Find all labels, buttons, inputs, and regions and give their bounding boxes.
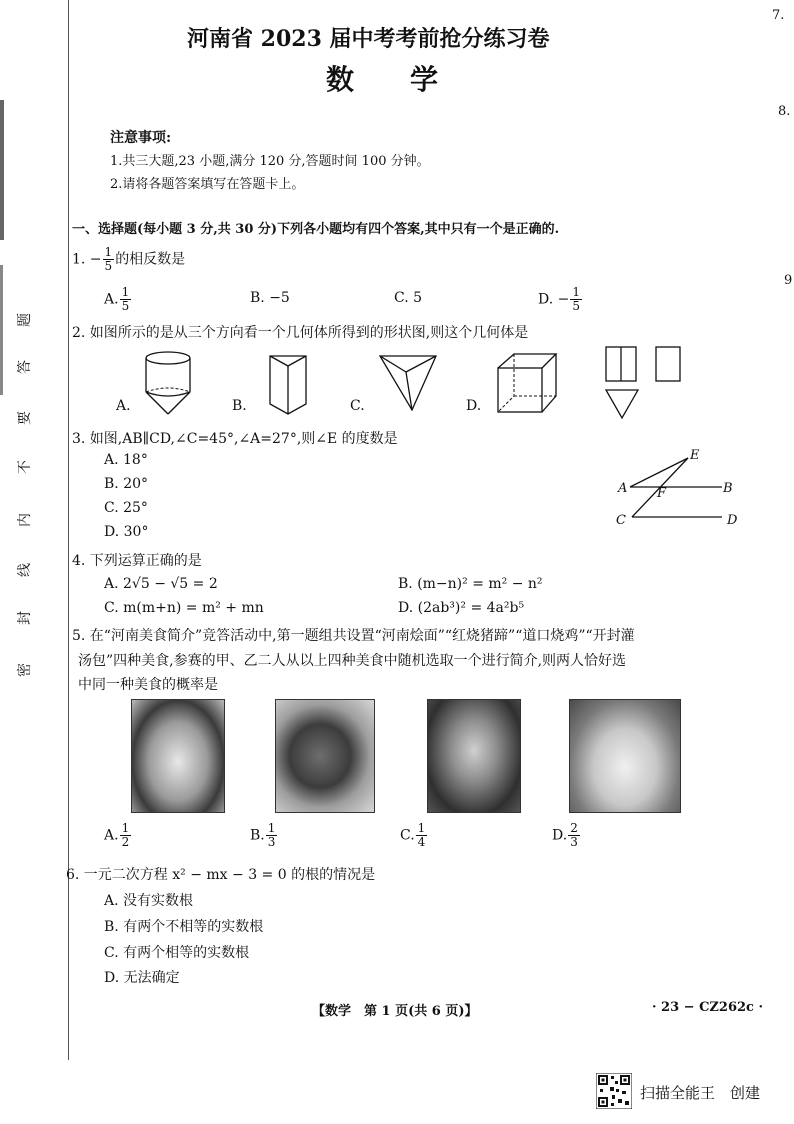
q5-stem-line-2: 汤包”四种美食,参赛的甲、乙二人从以上四种美食中随机选取一个进行简介,则两人恰好选: [78, 653, 627, 669]
q1-option-b: B. −5: [250, 290, 290, 306]
q3-label-f: F: [657, 486, 667, 501]
margin-mark-8: 8.: [778, 104, 791, 119]
margin-mark-7: 7.: [772, 8, 785, 23]
food-photo-roast-chicken: [427, 699, 521, 813]
q2-three-views: [600, 344, 690, 424]
q1-option-c: C. 5: [394, 290, 423, 306]
q2-figure-a-cylinder-cone: [140, 350, 196, 416]
q5-option-c: C. $\frac{1}{4}$: [400, 821, 426, 849]
q5-stem-line-1: 5. 在“河南美食简介”竞答活动中,第一题组共设置“河南烩面”“红烧猪蹄”“道口烧鸡”“开封灌: [72, 628, 635, 644]
notes-heading: 注意事项:: [110, 130, 172, 146]
binding-char-8: 题: [17, 313, 33, 327]
q3-option-b: B. 20°: [104, 476, 149, 492]
q3-label-c: C: [616, 513, 626, 528]
food-photo-soup-dumplings: [569, 699, 681, 813]
q4-option-c: C. m(m+n) = m² + mn: [104, 600, 264, 616]
q2-option-a-label: A.: [116, 398, 131, 414]
q5-stem-line-3: 中同一种美食的概率是: [78, 677, 218, 693]
binding-char-3: 线: [17, 563, 33, 577]
q2-figure-d-cube: [494, 350, 560, 414]
footer-exam-code: · 23 − CZ262c ·: [652, 1000, 764, 1015]
q5-option-b: B. $\frac{1}{3}$: [250, 821, 276, 849]
binding-char-6: 要: [17, 411, 33, 425]
q4-option-d: D. (2ab³)² = 4a²b⁵: [398, 600, 525, 616]
notes-item-2: 2.请将各题答案填写在答题卡上。: [110, 177, 305, 192]
q1-fraction: $\frac{1}{5}$: [104, 245, 113, 273]
q5-option-d: D. $\frac{2}{3}$: [552, 821, 578, 849]
subject-title: 数 学: [326, 63, 439, 96]
q4-option-a: A. 2√5 − √5 = 2: [104, 576, 218, 592]
scan-edge-left: [0, 100, 4, 240]
q4-option-b: B. (m−n)² = m² − n²: [398, 576, 543, 592]
footer-page-number: 【数学 第 1 页(共 6 页)】: [312, 1004, 478, 1019]
binding-char-7: 答: [17, 360, 33, 374]
q3-option-d: D. 30°: [104, 524, 149, 540]
q3-option-c: C. 25°: [104, 500, 148, 516]
q3-stem: 3. 如图,AB∥CD,∠C=45°,∠A=27°,则∠E 的度数是: [72, 431, 398, 447]
scanner-credit: 扫描全能王 创建: [640, 1084, 761, 1102]
qr-code-icon: [596, 1073, 632, 1109]
binding-char-5: 不: [17, 460, 33, 474]
q5-option-a: A. $\frac{1}{2}$: [104, 821, 130, 849]
margin-mark-9: 9: [784, 273, 793, 288]
q1-stem: [72, 246, 185, 273]
q3-label-d: D: [727, 513, 738, 528]
q3-label-b: B: [723, 481, 733, 496]
q1-option-d: D. − $\frac{1}{5}$: [538, 285, 581, 313]
q6-option-a: A. 没有实数根: [104, 893, 194, 909]
q6-option-b: B. 有两个不相等的实数根: [104, 919, 264, 935]
binding-border: [68, 0, 69, 1060]
q2-option-b-label: B.: [232, 398, 247, 414]
food-photo-pork-trotters: [275, 699, 375, 813]
q1-suffix: 的相反数是: [115, 251, 186, 268]
q2-figure-c-pyramid: [376, 352, 440, 414]
binding-char-2: 封: [17, 611, 33, 625]
q6-stem: 6. 一元二次方程 x² − mx − 3 = 0 的根的情况是: [66, 867, 376, 883]
binding-char-4: 内: [17, 513, 33, 527]
q4-stem: 4. 下列运算正确的是: [72, 553, 202, 569]
binding-char-1: 密: [17, 663, 33, 677]
exam-title: 河南省 2023 届中考考前抢分练习卷: [187, 26, 550, 52]
q3-label-e: E: [690, 448, 700, 463]
section1-heading: 一、选择题(每小题 3 分,共 30 分)下列各小题均有四个答案,其中只有一个是正确的.: [72, 222, 560, 237]
q3-option-a: A. 18°: [104, 452, 148, 468]
food-photo-noodles: [131, 699, 225, 813]
scan-edge-left-lower: [0, 265, 3, 395]
q1-prefix: 1. −: [72, 251, 102, 268]
notes-item-1: 1.共三大题,23 小题,满分 120 分,答题时间 100 分钟。: [110, 154, 430, 169]
q2-figure-b-triangular-prism: [266, 352, 310, 418]
q2-option-c-label: C.: [350, 398, 365, 414]
q3-label-a: A: [618, 481, 628, 496]
q2-stem: 2. 如图所示的是从三个方向看一个几何体所得到的形状图,则这个几何体是: [72, 325, 529, 341]
q6-option-c: C. 有两个相等的实数根: [104, 945, 250, 961]
q6-option-d: D. 无法确定: [104, 970, 180, 986]
q2-option-d-label: D.: [466, 398, 482, 414]
q1-option-a: A. $\frac{1}{5}$: [104, 285, 130, 313]
